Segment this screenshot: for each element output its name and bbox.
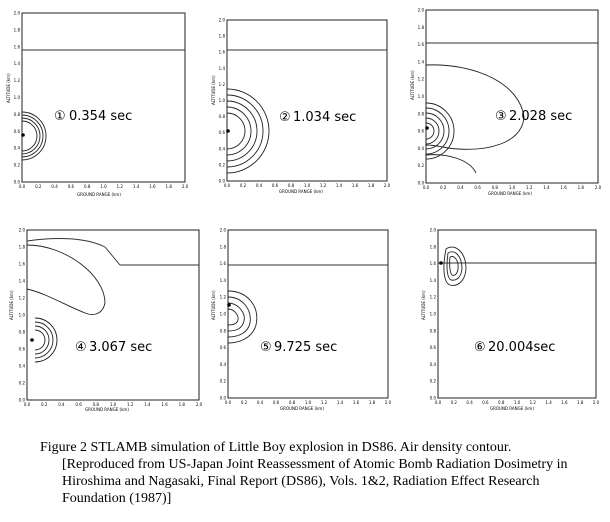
panel-4-plot	[5, 225, 205, 415]
panel-2-plot	[207, 15, 397, 200]
y-tick-label: 1.4	[417, 59, 424, 65]
y-tick-label: 0.6	[219, 345, 226, 351]
x-tick-label: 0.6	[474, 185, 481, 190]
x-tick-label: 0.2	[41, 402, 48, 407]
plot-frame	[27, 230, 199, 400]
burst-point	[227, 303, 231, 307]
y-tick-label: 2.0	[219, 227, 226, 233]
y-tick-label: 0.4	[18, 363, 25, 369]
x-tick-label: 1.8	[577, 400, 584, 405]
x-axis-label: GROUND RANGE (km)	[488, 191, 532, 196]
caption-source-line-3: Foundation (1987)]	[62, 491, 172, 506]
x-tick-label: 2.0	[181, 184, 189, 189]
x-tick-label: 1.6	[560, 185, 567, 190]
x-tick-label: 0.4	[256, 400, 264, 405]
y-tick-label: 1.6	[417, 42, 424, 48]
x-tick-label: 0.6	[67, 184, 75, 189]
x-tick-label: 1.4	[543, 185, 550, 190]
plot-frame	[22, 13, 185, 182]
caption-source-line-1: [Reproduced from US-Japan Joint Reassessment of Atomic Bomb Radiation Dosimetry in	[62, 457, 568, 472]
y-tick-label: 1.0	[219, 311, 226, 317]
x-tick-label: 1.2	[116, 184, 123, 189]
panel-time: 2.028 sec	[509, 109, 573, 124]
y-tick-label: 0.0	[417, 180, 424, 186]
y-tick-label: 1.0	[429, 311, 436, 317]
x-tick-label: 0.8	[491, 185, 498, 190]
y-tick-label: 1.4	[218, 65, 225, 71]
y-tick-label: 0.2	[417, 163, 424, 169]
y-tick-label: 1.2	[218, 81, 225, 87]
y-tick-label: 1.4	[18, 278, 25, 284]
y-tick-label: 0.6	[13, 128, 20, 134]
x-tick-label: 1.0	[513, 400, 521, 405]
panel-3	[408, 5, 608, 197]
burst-point	[21, 133, 25, 137]
x-tick-label: 0.4	[58, 402, 65, 407]
panel-3-plot	[408, 5, 608, 197]
y-axis-label: ALTITUDE (km)	[421, 290, 426, 320]
y-tick-label: 0.2	[429, 378, 436, 384]
x-tick-label: 1.2	[529, 400, 536, 405]
y-tick-label: 0.6	[18, 346, 25, 352]
panel-4	[5, 225, 205, 415]
shock-contours	[444, 247, 466, 285]
y-tick-label: 0.8	[417, 111, 424, 117]
panel-time: 0.354 sec	[69, 109, 133, 124]
x-tick-label: 0.2	[35, 184, 42, 189]
x-tick-label: 1.4	[144, 402, 151, 407]
x-tick-label: 0.2	[239, 183, 247, 188]
burst-point	[425, 126, 429, 130]
y-tick-label: 1.4	[429, 277, 436, 283]
x-tick-label: 1.2	[526, 185, 533, 190]
y-tick-label: 1.6	[429, 261, 436, 267]
y-tick-label: 0.8	[429, 328, 436, 334]
x-tick-label: 1.8	[165, 184, 172, 189]
x-tick-label: 0.8	[288, 400, 296, 405]
density-contour	[27, 239, 199, 265]
y-tick-label: 2.0	[417, 7, 424, 13]
x-tick-label: 1.0	[303, 183, 311, 188]
x-tick-label: 1.6	[149, 184, 156, 189]
y-tick-label: 0.2	[13, 162, 20, 168]
panel-5-plot	[208, 225, 398, 415]
y-tick-label: 1.0	[218, 98, 225, 103]
burst-point	[226, 129, 230, 133]
x-tick-label: 0.6	[75, 402, 82, 407]
x-tick-label: 1.6	[161, 402, 168, 407]
panel-2	[207, 15, 397, 200]
y-tick-label: 1.6	[218, 49, 225, 55]
y-tick-label: 1.2	[429, 294, 436, 300]
y-tick-label: 1.4	[219, 277, 226, 283]
y-tick-label: 0.0	[429, 395, 436, 401]
y-tick-label: 0.2	[219, 378, 226, 384]
x-tick-label: 1.0	[508, 185, 516, 190]
y-axis-label: ALTITUDE (km)	[211, 75, 216, 105]
y-tick-label: 0.8	[18, 329, 25, 335]
x-tick-label: 1.8	[368, 400, 376, 405]
y-tick-label: 1.6	[219, 261, 226, 267]
y-tick-label: 1.6	[18, 261, 25, 267]
y-tick-label: 0.8	[218, 114, 225, 120]
x-tick-label: 1.8	[367, 183, 375, 188]
x-tick-label: 0.0	[18, 184, 26, 189]
x-tick-label: 0.8	[92, 402, 99, 407]
burst-point	[439, 261, 443, 265]
y-tick-label: 2.0	[429, 227, 436, 233]
y-tick-label: 2.0	[18, 227, 25, 233]
y-tick-label: 2.0	[218, 17, 225, 23]
y-tick-label: 1.2	[219, 294, 226, 300]
y-tick-label: 1.2	[417, 76, 424, 82]
x-tick-label: 0.4	[51, 184, 58, 189]
y-tick-label: 2.0	[13, 10, 20, 16]
x-tick-label: 1.2	[319, 183, 327, 188]
y-tick-label: 1.8	[429, 244, 436, 250]
shock-contours	[227, 89, 269, 173]
y-tick-label: 0.6	[429, 345, 436, 351]
x-tick-label: 1.4	[336, 400, 344, 405]
panel-number: ①	[54, 109, 66, 124]
y-tick-label: 0.4	[429, 361, 436, 367]
y-tick-label: 1.8	[13, 27, 20, 33]
y-tick-label: 0.4	[13, 145, 20, 151]
x-tick-label: 1.6	[351, 183, 359, 188]
y-tick-label: 1.4	[13, 61, 20, 67]
caption-title: Figure 2 STLAMB simulation of Little Boy explosion in DS86. Air density contour.	[40, 440, 512, 455]
y-tick-label: 0.2	[218, 162, 225, 168]
y-tick-label: 0.0	[219, 395, 226, 401]
x-tick-label: 0.2	[450, 400, 457, 405]
panel-1-plot	[2, 8, 197, 198]
y-tick-label: 1.2	[13, 78, 20, 84]
y-axis-label: ALTITUDE (km)	[9, 290, 14, 320]
y-tick-label: 1.8	[219, 244, 226, 250]
y-tick-label: 0.0	[13, 179, 20, 185]
panel-time: 20.004sec	[488, 340, 556, 355]
figure-caption	[40, 439, 600, 507]
plot-frame	[227, 20, 387, 181]
x-tick-label: 2.0	[384, 400, 392, 405]
burst-point	[30, 338, 34, 342]
x-tick-label: 0.0	[223, 183, 231, 188]
x-tick-label: 0.4	[255, 183, 263, 188]
x-tick-label: 1.6	[561, 400, 568, 405]
y-tick-label: 0.4	[219, 361, 226, 367]
y-tick-label: 1.8	[417, 24, 424, 30]
y-tick-label: 0.8	[13, 111, 20, 117]
x-tick-label: 0.6	[482, 400, 489, 405]
panel-number: ②	[279, 110, 291, 125]
x-tick-label: 1.4	[545, 400, 552, 405]
x-tick-label: 0.0	[23, 402, 31, 407]
x-tick-label: 0.6	[271, 183, 279, 188]
panel-number: ⑤	[260, 340, 272, 355]
x-tick-label: 1.0	[109, 402, 117, 407]
outer-contours	[27, 245, 105, 315]
y-tick-label: 0.0	[218, 178, 225, 184]
y-tick-label: 0.4	[218, 146, 225, 152]
x-tick-label: 0.8	[498, 400, 505, 405]
x-tick-label: 2.0	[195, 402, 203, 407]
panel-5	[208, 225, 398, 415]
x-tick-label: 1.0	[100, 184, 107, 189]
panel-time: 3.067 sec	[89, 340, 153, 355]
x-tick-label: 1.8	[577, 185, 584, 190]
y-axis-label: ALTITUDE (km)	[211, 290, 216, 320]
y-tick-label: 0.6	[218, 130, 225, 136]
x-axis-label: GROUND RANGE (km)	[279, 189, 323, 194]
x-axis-label: GROUND RANGE (km)	[85, 407, 129, 412]
x-axis-label: GROUND RANGE (km)	[77, 192, 121, 197]
y-tick-label: 0.2	[18, 380, 25, 386]
y-tick-label: 0.6	[417, 128, 424, 134]
plot-frame	[228, 230, 388, 398]
shock-contours	[228, 291, 257, 343]
x-tick-label: 0.8	[84, 184, 91, 189]
y-tick-label: 0.0	[18, 397, 25, 403]
x-tick-label: 0.0	[224, 400, 232, 405]
y-tick-label: 0.8	[219, 328, 226, 334]
x-tick-label: 1.2	[320, 400, 328, 405]
panel-1	[2, 8, 197, 198]
panel-number: ⑥	[474, 340, 486, 355]
panel-time: 1.034 sec	[293, 110, 357, 125]
shock-contours	[22, 112, 46, 160]
plot-frame	[438, 230, 596, 398]
x-tick-label: 1.6	[352, 400, 360, 405]
x-tick-label: 0.2	[440, 185, 447, 190]
x-tick-label: 2.0	[383, 183, 391, 188]
x-tick-label: 1.4	[335, 183, 343, 188]
x-axis-label: GROUND RANGE (km)	[490, 406, 534, 411]
x-tick-label: 0.0	[434, 400, 442, 405]
panel-6	[418, 225, 603, 415]
x-tick-label: 0.6	[272, 400, 280, 405]
y-axis-label: ALTITUDE (km)	[6, 73, 11, 103]
x-tick-label: 1.2	[127, 402, 134, 407]
caption-source-line-2: Hiroshima and Nagasaki, Final Report (DS86), Vols. 1&2, Radiation Effect Research	[62, 474, 540, 489]
x-tick-label: 0.4	[457, 185, 464, 190]
x-tick-label: 0.2	[240, 400, 248, 405]
y-axis-label: ALTITUDE (km)	[410, 70, 415, 100]
x-tick-label: 1.8	[178, 402, 185, 407]
x-tick-label: 1.0	[304, 400, 312, 405]
panel-number: ④	[75, 340, 87, 355]
y-tick-label: 1.2	[18, 295, 25, 301]
y-tick-label: 1.0	[18, 312, 25, 318]
y-tick-label: 1.8	[218, 33, 225, 39]
x-tick-label: 0.8	[287, 183, 295, 188]
x-tick-label: 0.0	[422, 185, 430, 190]
y-tick-label: 1.6	[13, 44, 20, 50]
y-tick-label: 1.8	[18, 244, 25, 250]
x-tick-label: 2.0	[592, 400, 600, 405]
shock-contours	[426, 103, 454, 159]
shock-contours	[35, 318, 57, 362]
x-tick-label: 2.0	[594, 185, 602, 190]
panel-number: ③	[495, 109, 507, 124]
y-tick-label: 1.0	[13, 95, 20, 100]
x-axis-label: GROUND RANGE (km)	[280, 406, 324, 411]
y-tick-label: 1.0	[417, 94, 424, 99]
x-tick-label: 0.4	[466, 400, 473, 405]
panel-6-plot	[418, 225, 603, 415]
panel-time: 9.725 sec	[274, 340, 338, 355]
x-tick-label: 1.4	[132, 184, 140, 189]
y-tick-label: 0.4	[417, 145, 424, 151]
